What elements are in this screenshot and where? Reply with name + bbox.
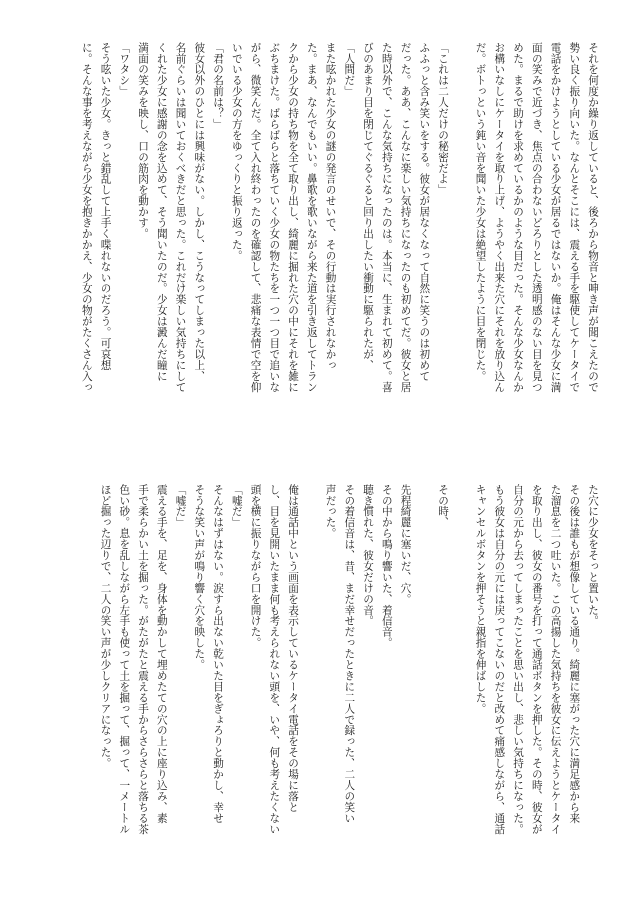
text-line: だった。ああ、こんなに楽しい気持ちになったのも初めてだ。彼女と居: [399, 42, 412, 393]
text-line: ぶちまけた。ばらばらと落ちていく少女の物たちを一つ一つ目で追いな: [268, 42, 281, 393]
text-line: た時以外で、こんな気持ちになったのは。本当に、生まれて初めて。喜: [380, 42, 393, 393]
text-line: た溜息を二つ吐いた。この高揚した気持ちを彼女に伝えようとケータイ: [549, 484, 562, 835]
text-line: 先程綺麗に塞いだ、穴。: [399, 484, 412, 605]
text-line: その着信音は、昔、まだ幸せだったときに二人で録った、二人の笑い: [343, 484, 356, 824]
text-line: に。そんな事を考えながら少女を抱きかかえ、少女の物がたくさん入っ: [80, 42, 93, 393]
text-line: [415, 484, 434, 864]
text-line: いでいる少女の方をゆっくりと振り返った。: [230, 42, 243, 261]
text-line: た穴に少女をそっと置いた。: [587, 484, 599, 627]
text-line: だ。ボトっという鈍い音を聞いた少女は絶望したように目を閉じた。: [474, 42, 487, 382]
text-line: 「ワタシ」: [118, 42, 131, 97]
text-line: 手で柔らかい土を掘った。がたがたと震える手からさらさらと落ちる茶: [137, 484, 149, 835]
text-line: めた。まるで助けを求めているかのような目だった。そんな少女なんか: [512, 42, 524, 393]
text-line: を取り出し、彼女の番号を打って通話ボタンを押した。その時、彼女が: [530, 484, 543, 835]
text-line: お構いなしにケータイを取り上げ、ようやく出来た穴にそれを放り込ん: [493, 42, 506, 393]
text-line: その後は誰もが想像している通り。綺麗に塞がった穴に満足感から来: [568, 484, 581, 824]
text-line: その時、: [437, 484, 449, 528]
text-line: そうな笑い声が鳴り響く穴を映した。: [193, 484, 206, 671]
text-line: 色い砂。息を乱しながら左手も使って土を掘って、掘って、一メートル: [118, 484, 131, 835]
text-line: 面の笑みで近づき、焦点の合わないどろりとした透明感のない目を見つ: [530, 42, 543, 393]
text-line: くれた少女に感謝の念を込めて、そう聞いたのだ。少女は澱んだ瞳に: [155, 42, 168, 382]
text-line: もう彼女は自分の元には戻ってこないのだと改めて痛感しながら、通話: [493, 484, 506, 835]
text-line: 「嘘だ」: [230, 484, 243, 528]
text-line: ほど掘った辺りで、二人の笑い声が少しクリアになった。: [99, 484, 112, 769]
text-line: ふふっと含み笑いをする。彼女が居なくなって自然に笑うのは初めて: [418, 42, 431, 382]
text-line: 頭を横に振りながら口を開けた。: [249, 484, 262, 649]
text-line: [302, 484, 321, 864]
text-line: それを何度か繰り返していると、後ろから物音と呻き声が聞こえたので: [587, 42, 599, 393]
text-line: 俺は通話中という画面を表示しているケータイ電話をその場に落と: [287, 484, 299, 813]
text-line: 声だった。: [324, 484, 337, 539]
text-line: し、目を見開いたまま何も考えられない頭を、いや、何も考えたくない: [268, 484, 281, 835]
text-line: びのあまり目を閉じてぐるぐると回り出したい衝動に駆られたが、: [362, 42, 374, 371]
text-line: 満面の笑みを映し、口の筋肉を動かす。: [137, 42, 149, 240]
text-line: た。まあ、なんでもいい。鼻歌を歌いながら来た道を引き返してトラン: [305, 42, 318, 393]
text-line: その中から鳴り響いた、着信音。: [380, 484, 393, 649]
text-line: 「人間だ」: [343, 42, 356, 97]
text-line: また呟かれた少女の謎の発言のせいで、その行動は実行されなかっ: [324, 42, 337, 371]
text-line: 聴き慣れた、彼女だけの音。: [362, 484, 374, 627]
text-line: がら、微笑んだ。全て入れ終わったのを確認して、悲痛な表情で空を仰: [249, 42, 262, 393]
text-line: そう呟いた少女。きっと錯乱して上手く喋れないのだろう。可哀想: [99, 42, 112, 371]
text-line: キャンセルボタンを押そうと親指を伸ばした。: [474, 484, 487, 714]
text-line: [452, 484, 471, 864]
text-line: 「嘘だ」: [174, 484, 187, 528]
text-line: 自分の元から去ってしまったことを思い出し、悲しい気持ちになった。: [512, 484, 524, 835]
text-line: [452, 42, 471, 442]
text-line: 彼女以外のひとには興味がない。しかし、こうなってしまった以上、: [193, 42, 206, 382]
text-line: クから少女の持ち物を全て取り出し、綺麗に掘れた穴の中にそれを雑に: [287, 42, 299, 393]
text-line: 電話をかけようとしている少女が居るではないか。俺はそんな少女に満: [549, 42, 562, 393]
upper-text-block: [37, 42, 602, 442]
text-line: 「君の名前は？」: [212, 42, 224, 130]
text-line: 名前ぐらいは聞いておくべきだと思った。これだけ楽しい気持ちにして: [174, 42, 187, 393]
text-line: そんなはずはない。涙すら出ない乾いた目をぎょろりと動かし、幸せ: [212, 484, 224, 824]
text-line: 「これは二人だけの秘密だよ」: [437, 42, 449, 196]
text-line: 勢い良く振り向いた。なんとそこには、震える手を駆使してケータイで: [568, 42, 581, 393]
lower-text-block: [37, 484, 602, 864]
text-line: 震える手を、足を、身体を動かして埋めたての穴の上に座り込み、素: [155, 484, 168, 824]
